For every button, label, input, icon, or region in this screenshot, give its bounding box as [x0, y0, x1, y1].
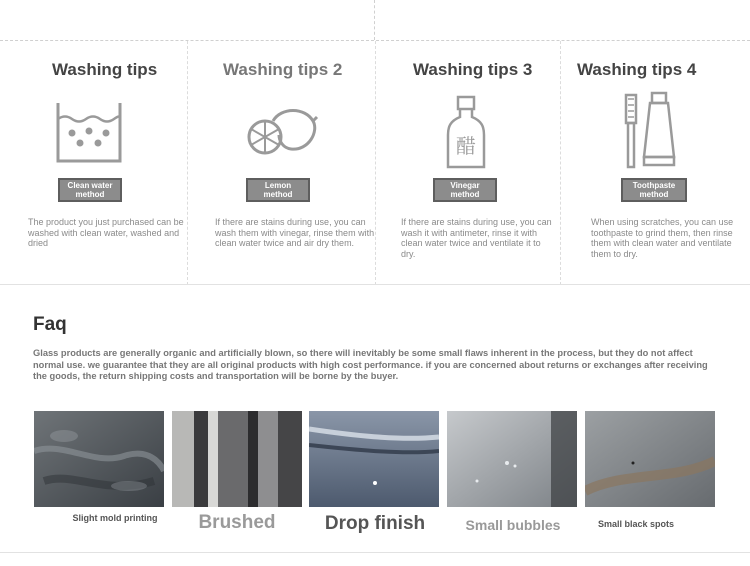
- flaw-photo-small-bubbles: [447, 411, 577, 507]
- vinegar-glyph: 醋: [456, 134, 476, 158]
- tip-description: If there are stains during use, you can wash them with vinegar, rinse them with clean water twice and air dry them.: [215, 217, 375, 248]
- washing-tip-2: [187, 41, 376, 285]
- flaw-caption: Small bubbles: [465, 517, 561, 533]
- flaw-caption: Drop finish: [324, 513, 426, 534]
- top-divider: [374, 0, 375, 40]
- method-badge: Toothpaste method: [621, 178, 687, 202]
- lemon-icon: [243, 91, 323, 171]
- method-badge: Vinegar method: [433, 178, 497, 202]
- toothbrush-toothpaste-icon: [616, 91, 696, 171]
- washing-tip-3: [375, 41, 561, 285]
- method-badge: Lemon method: [246, 178, 310, 202]
- water-bowl-icon: [52, 91, 132, 171]
- method-badge: Clean water method: [58, 178, 122, 202]
- tip-title: Washing tips 4: [577, 60, 697, 79]
- washing-tip-4: [560, 41, 750, 285]
- flaw-photo-mold-printing: [34, 411, 164, 507]
- tip-description: When using scratches, you can use toothpaste to grind them, then rinse them with clean water and ventilate them to dry.: [591, 217, 734, 259]
- flaw-photo-black-spots: [585, 411, 715, 507]
- tip-title: Washing tips 3: [413, 60, 533, 79]
- tip-title: Washing tips 2: [223, 60, 343, 79]
- flaw-photo-brushed: [172, 411, 302, 507]
- flaw-caption: Slight mold printing: [72, 513, 158, 523]
- tip-title: Washing tips: [52, 60, 158, 79]
- bottom-divider: [0, 552, 750, 553]
- tip-description: If there are stains during use, you can wash it with antimeter, rinse it with clean water twice and ventilate it to dry.: [401, 217, 552, 259]
- washing-tips-row: [0, 41, 750, 285]
- flaw-caption: Brushed: [198, 512, 276, 533]
- faq-title: Faq: [33, 314, 67, 335]
- flaw-photo-drop-finish: [309, 411, 439, 507]
- flaw-caption: Small black spots: [597, 519, 675, 529]
- vinegar-bottle-icon: [426, 91, 506, 171]
- faq-text: Glass products are generally organic and artificially blown, so there will inevitably be some small flaws inherent in the process, but they do not affect normal use. we guarantee that they are all original products with high cost performance. if you are concerned about returns or exchanges after receiving the goods, the return shipping costs and transportation will be borne by the buyer.: [33, 348, 708, 381]
- tip-description: The product you just purchased can be washed with clean water, washed and dried: [28, 217, 184, 248]
- washing-tip-1: [0, 41, 187, 285]
- section-divider: [0, 284, 750, 285]
